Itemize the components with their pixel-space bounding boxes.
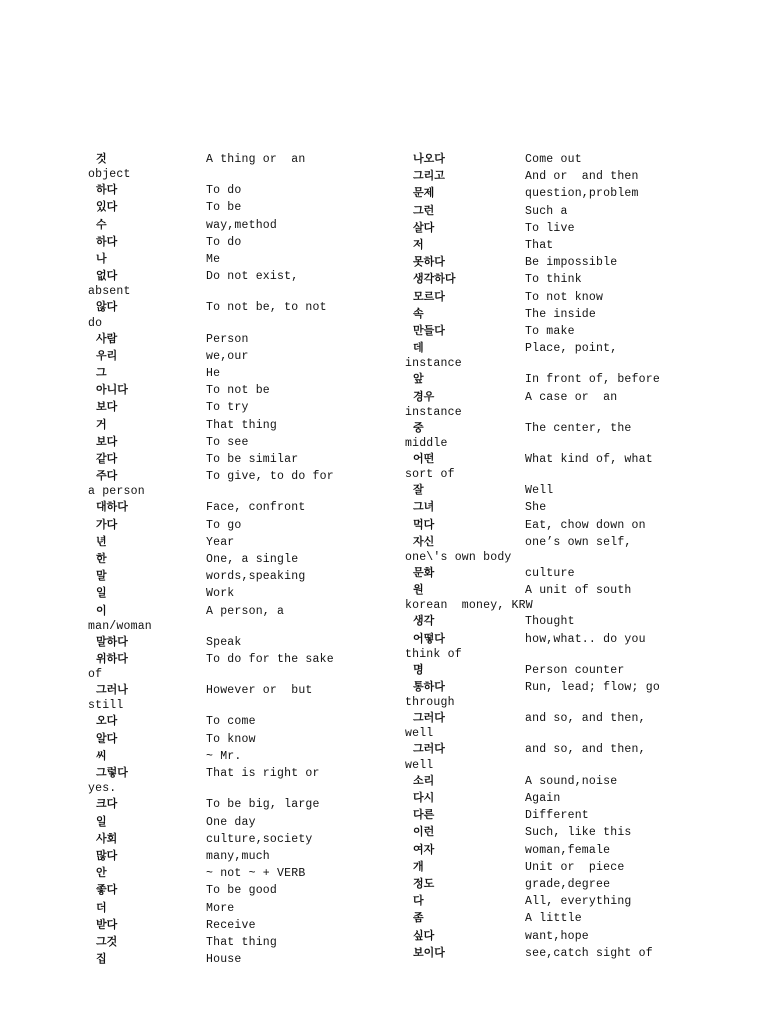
korean-word: 속 (413, 306, 424, 320)
korean-word: 그녀 (413, 500, 435, 514)
korean-word: 중 (413, 420, 424, 434)
korean-word: 있다 (96, 200, 118, 214)
vocab-entry (405, 662, 710, 679)
korean-word: 사람 (96, 331, 118, 345)
korean-word: 나 (96, 252, 107, 266)
english-meaning: To do for the sake (206, 653, 334, 667)
korean-word: 먹다 (413, 517, 435, 531)
english-meaning: To try (206, 401, 249, 415)
english-meaning: ~ Mr. (206, 749, 242, 763)
korean-word: 한 (96, 552, 107, 566)
english-meaning: And or and then (525, 170, 639, 184)
korean-word: 저 (413, 238, 424, 252)
english-meaning: He (206, 367, 221, 381)
english-meaning: All, everything (525, 895, 632, 909)
english-meaning: Person (206, 332, 249, 346)
korean-word: 그 (96, 366, 107, 380)
vocab-entry (88, 765, 408, 796)
vocab-entry (88, 585, 408, 602)
english-meaning: how,what.. do you (525, 632, 646, 646)
english-meaning: To give, to do for (206, 470, 334, 484)
english-meaning: we,our (206, 349, 249, 363)
english-meaning: Work (206, 587, 235, 601)
english-meaning: want,hope (525, 929, 589, 943)
korean-word: 없다 (96, 269, 118, 283)
korean-word: 다른 (413, 808, 435, 822)
vocab-entry (405, 842, 710, 859)
english-meaning: Unit or piece (525, 860, 625, 874)
korean-word: 알다 (96, 731, 118, 745)
english-meaning-continuation: still (88, 699, 124, 713)
korean-word: 어떤 (413, 452, 435, 466)
vocab-entry (405, 679, 710, 710)
english-meaning: To not know (525, 290, 604, 304)
vocab-entry (405, 168, 710, 185)
english-meaning: Such, like this (525, 826, 632, 840)
korean-word: 보이다 (413, 945, 445, 959)
vocab-entry (88, 713, 408, 730)
vocab-entry (405, 151, 710, 168)
english-meaning: and so, and then, (525, 743, 646, 757)
korean-word: 그런 (413, 203, 435, 217)
english-meaning: A sound,noise (525, 774, 618, 788)
english-meaning: Me (206, 253, 221, 267)
english-meaning-continuation: middle (405, 437, 448, 451)
english-meaning: Such a (525, 204, 568, 218)
english-meaning: culture,society (206, 832, 313, 846)
english-meaning-continuation: instance (405, 405, 462, 419)
english-meaning: A little (525, 912, 582, 926)
english-meaning: question,problem (525, 187, 639, 201)
korean-word: 만들다 (413, 324, 445, 338)
english-meaning-continuation: instance (405, 357, 462, 371)
vocab-entry (405, 710, 710, 741)
english-meaning: Come out (525, 153, 582, 166)
english-meaning: To be good (206, 884, 278, 898)
korean-word: 크다 (96, 797, 118, 811)
vocab-entry (88, 568, 408, 585)
english-meaning: Thought (525, 615, 575, 629)
vocab-entry (88, 382, 408, 399)
english-meaning: words,speaking (206, 570, 306, 584)
english-meaning: Receive (206, 918, 256, 932)
english-meaning: woman,female (525, 843, 611, 857)
korean-word: 어떻다 (413, 631, 445, 645)
english-meaning: The center, the (525, 421, 632, 435)
korean-word: 앞 (413, 372, 424, 386)
korean-word: 하다 (96, 234, 118, 248)
vocab-entry (88, 603, 408, 634)
korean-word: 사회 (96, 831, 118, 845)
vocab-entry (405, 893, 710, 910)
english-meaning: and so, and then, (525, 712, 646, 726)
english-meaning: That (525, 239, 554, 253)
vocab-entry (405, 451, 710, 482)
vocab-entry (88, 348, 408, 365)
korean-word: 데 (413, 341, 424, 355)
vocab-entry (405, 389, 710, 420)
vocab-entry (405, 306, 710, 323)
vocab-entry (405, 790, 710, 807)
english-meaning: That thing (206, 935, 278, 949)
korean-word: 나오다 (413, 152, 445, 165)
english-meaning: To be similar (206, 453, 299, 467)
vocab-entry (405, 289, 710, 306)
english-meaning: That is right or (206, 767, 320, 781)
english-meaning: The inside (525, 307, 597, 321)
english-meaning: To see (206, 435, 249, 449)
vocab-entry (405, 340, 710, 371)
korean-word: 보다 (96, 400, 118, 414)
right-vocab-column (405, 151, 710, 962)
korean-word: 않다 (96, 300, 118, 314)
english-meaning: A thing or an (206, 153, 306, 166)
korean-word: 주다 (96, 469, 118, 483)
korean-word: 가다 (96, 517, 118, 531)
english-meaning-continuation: well (405, 727, 434, 741)
english-meaning: To do (206, 184, 242, 198)
vocab-entry (88, 434, 408, 451)
korean-word: 원 (413, 583, 424, 597)
vocab-entry (88, 331, 408, 348)
korean-word: 그러다 (413, 711, 445, 725)
korean-word: 것 (96, 152, 107, 165)
korean-word: 생각 (413, 614, 435, 628)
english-meaning: To come (206, 715, 256, 729)
english-meaning: To not be, to not (206, 301, 327, 315)
vocab-entry (405, 807, 710, 824)
korean-word: 문화 (413, 566, 435, 580)
vocab-entry (405, 517, 710, 534)
vocab-entry (405, 631, 710, 662)
korean-word: 자신 (413, 534, 435, 548)
english-meaning-continuation: one\'s own body (405, 551, 512, 565)
korean-word: 하다 (96, 183, 118, 197)
vocab-entry (405, 499, 710, 516)
english-meaning-continuation: think of (405, 647, 462, 661)
vocab-entry (88, 634, 408, 651)
korean-word: 위하다 (96, 652, 128, 666)
vocab-entry (405, 220, 710, 237)
korean-word: 그러나 (96, 683, 128, 697)
korean-word: 같다 (96, 452, 118, 466)
korean-word: 많다 (96, 848, 118, 862)
english-meaning: Well (525, 484, 554, 498)
korean-word: 다 (413, 894, 424, 908)
vocab-entry (88, 814, 408, 831)
vocab-entry (88, 299, 408, 330)
korean-word: 거 (96, 417, 107, 431)
korean-word: 받다 (96, 917, 118, 931)
korean-word: 더 (96, 900, 107, 914)
english-meaning: Person counter (525, 663, 625, 677)
english-meaning: Speak (206, 635, 242, 649)
korean-word: 개 (413, 859, 424, 873)
english-meaning-continuation: sort of (405, 468, 455, 482)
korean-word: 일 (96, 586, 107, 600)
vocab-entry (88, 882, 408, 899)
english-meaning-continuation: do (88, 316, 103, 330)
vocab-entry (88, 468, 408, 499)
korean-word: 집 (96, 952, 107, 966)
korean-word: 오다 (96, 714, 118, 728)
korean-word: 살다 (413, 220, 435, 234)
vocab-entry (405, 773, 710, 790)
english-meaning-continuation: man/woman (88, 619, 152, 633)
korean-word: 경우 (413, 389, 435, 403)
vocab-entry (405, 254, 710, 271)
vocab-entry (88, 651, 408, 682)
korean-word: 씨 (96, 748, 107, 762)
vocab-entry (405, 876, 710, 893)
vocab-entry (88, 217, 408, 234)
vocab-entry (405, 741, 710, 772)
vocab-entry (88, 199, 408, 216)
left-vocab-column (88, 151, 408, 968)
english-meaning: Place, point, (525, 342, 618, 356)
english-meaning-continuation: yes. (88, 782, 117, 796)
english-meaning: Be impossible (525, 256, 618, 270)
korean-word: 보다 (96, 434, 118, 448)
vocab-entry (88, 748, 408, 765)
english-meaning-continuation: well (405, 758, 434, 772)
english-meaning: Eat, chow down on (525, 518, 646, 532)
vocab-entry (405, 928, 710, 945)
english-meaning: To make (525, 325, 575, 339)
english-meaning: To not be (206, 384, 270, 398)
vocab-entry (88, 234, 408, 251)
english-meaning-continuation: object (88, 168, 131, 182)
english-meaning: However or but (206, 684, 313, 698)
korean-word: 그것 (96, 934, 118, 948)
vocab-entry (405, 945, 710, 962)
english-meaning: In front of, before (525, 373, 660, 387)
korean-word: 좀 (413, 911, 424, 925)
korean-word: 좋다 (96, 883, 118, 897)
korean-word: 아니다 (96, 383, 128, 397)
english-meaning: To think (525, 273, 582, 287)
vocab-entry (88, 451, 408, 468)
vocab-entry (405, 910, 710, 927)
vocab-entry (405, 565, 710, 582)
vocab-entry (405, 534, 710, 565)
korean-word: 싶다 (413, 928, 435, 942)
vocab-entry (88, 251, 408, 268)
english-meaning: culture (525, 567, 575, 581)
vocab-entry (88, 534, 408, 551)
korean-word: 이런 (413, 825, 435, 839)
korean-word: 명 (413, 662, 424, 676)
vocab-entry (88, 151, 408, 182)
english-meaning: To be big, large (206, 798, 320, 812)
english-meaning: To be (206, 201, 242, 215)
korean-word: 그렇다 (96, 766, 128, 780)
korean-word: 잘 (413, 483, 424, 497)
english-meaning: What kind of, what (525, 453, 653, 467)
english-meaning: A unit of south (525, 584, 632, 598)
vocab-entry (88, 499, 408, 516)
korean-word: 생각하다 (413, 272, 456, 286)
vocab-entry (88, 417, 408, 434)
english-meaning: One, a single (206, 553, 299, 567)
korean-word: 소리 (413, 773, 435, 787)
korean-word: 수 (96, 217, 107, 231)
vocab-entry (88, 796, 408, 813)
english-meaning: To do (206, 235, 242, 249)
english-meaning: To know (206, 732, 256, 746)
vocab-entry (88, 551, 408, 568)
english-meaning-continuation: of (88, 668, 103, 682)
korean-word: 말 (96, 569, 107, 583)
vocab-entry (88, 934, 408, 951)
vocab-entry (88, 365, 408, 382)
korean-word: 다시 (413, 790, 435, 804)
korean-word: 통하다 (413, 680, 445, 694)
korean-word: 안 (96, 866, 107, 880)
vocab-entry (88, 517, 408, 534)
english-meaning: More (206, 901, 235, 915)
english-meaning: Different (525, 809, 589, 823)
english-meaning: Run, lead; flow; go (525, 681, 660, 695)
korean-word: 여자 (413, 842, 435, 856)
english-meaning-continuation: korean money, KRW (405, 599, 533, 613)
vocab-entry (405, 237, 710, 254)
korean-word: 정도 (413, 876, 435, 890)
english-meaning-continuation: absent (88, 285, 131, 299)
english-meaning: Face, confront (206, 501, 306, 515)
english-meaning: ~ not ~ + VERB (206, 867, 306, 881)
english-meaning: A person, a (206, 604, 285, 618)
english-meaning: Again (525, 791, 561, 805)
korean-word: 모르다 (413, 289, 445, 303)
vocab-entry (88, 900, 408, 917)
english-meaning: To go (206, 518, 242, 532)
korean-word: 우리 (96, 348, 118, 362)
english-meaning: She (525, 501, 547, 515)
english-meaning: see,catch sight of (525, 946, 653, 960)
korean-word: 말하다 (96, 634, 128, 648)
korean-word: 이 (96, 603, 107, 617)
korean-word: 문제 (413, 186, 435, 200)
english-meaning: A case or an (525, 390, 618, 404)
korean-word: 그러다 (413, 742, 445, 756)
vocab-entry (405, 482, 710, 499)
vocab-entry (88, 831, 408, 848)
vocab-entry (405, 323, 710, 340)
vocab-entry (405, 420, 710, 451)
vocab-entry (88, 951, 408, 968)
vocab-entry (88, 682, 408, 713)
vocab-entry (88, 917, 408, 934)
english-meaning: many,much (206, 849, 270, 863)
english-meaning-continuation: through (405, 696, 455, 710)
english-meaning-continuation: a person (88, 485, 145, 499)
english-meaning: one’s own self, (525, 535, 632, 549)
vocab-entry (405, 582, 710, 613)
english-meaning: Year (206, 535, 235, 549)
vocab-entry (405, 271, 710, 288)
english-meaning: grade,degree (525, 877, 611, 891)
english-meaning: Do not exist, (206, 270, 299, 284)
english-meaning: That thing (206, 418, 278, 432)
korean-word: 일 (96, 814, 107, 828)
korean-word: 대하다 (96, 500, 128, 514)
korean-word: 못하다 (413, 255, 445, 269)
vocab-entry (88, 399, 408, 416)
vocab-entry (405, 613, 710, 630)
english-meaning: To live (525, 221, 575, 235)
english-meaning: way,method (206, 218, 278, 232)
vocab-entry (405, 185, 710, 202)
vocab-entry (405, 824, 710, 841)
english-meaning: House (206, 953, 242, 967)
korean-word: 년 (96, 534, 107, 548)
vocab-entry (88, 268, 408, 299)
vocab-entry (88, 848, 408, 865)
vocab-entry (405, 859, 710, 876)
vocab-entry (88, 731, 408, 748)
vocab-entry (405, 203, 710, 220)
english-meaning: One day (206, 815, 256, 829)
vocab-entry (88, 865, 408, 882)
vocab-entry (405, 371, 710, 388)
korean-word: 그리고 (413, 169, 445, 183)
vocab-entry (88, 182, 408, 199)
